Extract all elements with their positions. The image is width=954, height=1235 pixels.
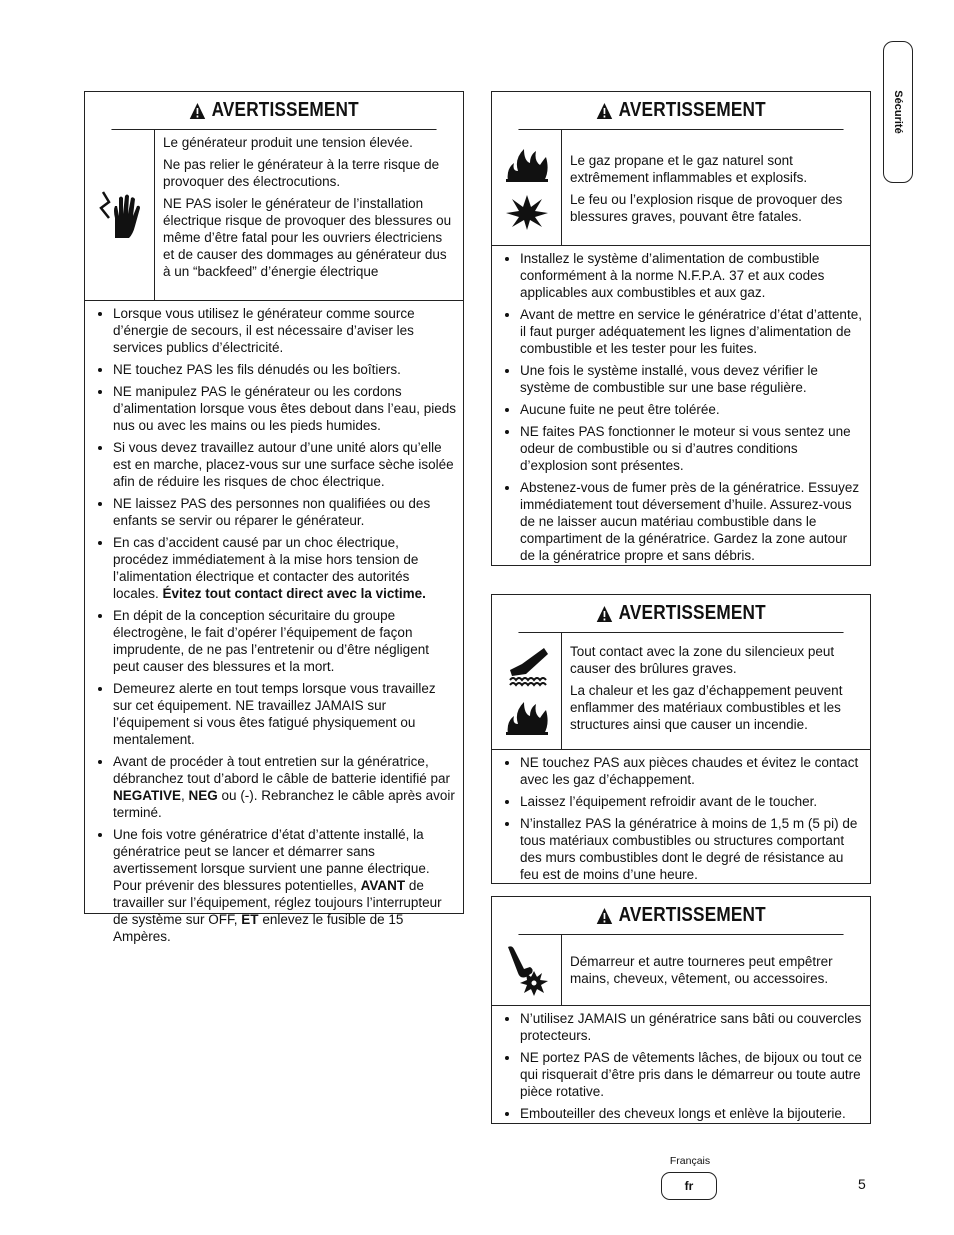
list-item: • Si vous devez travaillez autour d’une unité alors qu’elle est en marche, placez-vous sur une surface sèche isolée afin de réduire les risques de choc électrique. [113, 439, 457, 490]
warning-header [518, 92, 843, 130]
warning-title: AVERTISSEMENT [618, 602, 766, 624]
desc-line: Tout contact avec la zone du silencieux peut causer des brûlures graves. [570, 644, 835, 676]
warning-header [111, 92, 436, 130]
language-label: Français [669, 1155, 711, 1167]
list-item: • Avant de mettre en service le génératrice d’état d’attente, il faut purger adéquatement les lignes d’alimentation de combustible et les tester pour les fuites. [520, 306, 864, 357]
list-item: • Installez le système d’alimentation de combustible conformément à la norme N.F.P.A. 37 et aux codes applicables aux combustibles et aux gaz. [520, 250, 864, 301]
warning-triangle-icon [596, 605, 613, 623]
warning-title: AVERTISSEMENT [211, 99, 359, 121]
warning-title: AVERTISSEMENT [618, 904, 766, 926]
fire-icon [504, 145, 550, 183]
desc-line: Démarreur et autre tourneres peut empêtrer mains, cheveux, vêtement, ou accessoires. [570, 954, 833, 986]
bullet-list [492, 750, 870, 885]
language-code-badge [661, 1172, 717, 1200]
list-item: • NE touchez PAS les fils dénudés ou les boîtiers. [113, 361, 457, 378]
bullet-list [492, 246, 870, 566]
warning-box-electric [84, 91, 464, 944]
list-item: • NE touchez PAS aux pièces chaudes et évitez le contact avec les gaz d’échappement. [520, 754, 864, 788]
rotating-parts-hand-icon [504, 943, 550, 997]
list-item: • N’installez PAS la génératrice à moins de 1,5 m (5 pi) de tous matériaux combustibles ou structures comportant des murs combustibles dont le degré de résistance au feu est de moins d’une heure. [520, 815, 864, 883]
warning-header [518, 897, 843, 935]
warning-triangle-icon [596, 907, 613, 925]
hazard-icons [492, 633, 562, 749]
list-item: • NE laissez PAS des personnes non qualifiées ou des enfants se servir ou réparer le générateur. [113, 495, 457, 529]
section-side-tab [883, 41, 913, 183]
desc-line: Le générateur produit une tension élevée. [163, 135, 413, 150]
list-item: • Lorsque vous utilisez le générateur comme source d’énergie de secours, il est nécessaire d’aviser les services publics d’électricité. [113, 305, 457, 356]
warning-box-gas [491, 91, 871, 566]
language-code: fr [684, 1179, 694, 1193]
hazard-icons [85, 130, 155, 300]
hot-surface-icon [504, 646, 550, 688]
explosion-icon [504, 193, 550, 231]
list-item: • Demeurez alerte en tout temps lorsque vous travaillez sur cet équipement. NE travaillez JAMAIS sur l’équipement si vous êtes fatigué physiquement ou mentalement. [113, 680, 457, 748]
list-item: • Avant de procéder à tout entretien sur la génératrice, débranchez tout d’abord le câble de batterie identifié par NEGATIVE, NEG ou (-). Rebranchez le câble après avoir terminé. [113, 753, 457, 821]
list-item: • N’utilisez JAMAIS un génératrice sans bâti ou couvercles protecteurs. [520, 1010, 864, 1044]
list-item: • Embouteiller des cheveux longs et enlève la bijouterie. [520, 1105, 864, 1122]
bullet-list [85, 301, 463, 952]
desc-line: Le gaz propane et le gaz naturel sont extrêmement inflammables et explosifs. [570, 153, 808, 185]
warning-box-hot-surfaces [491, 594, 871, 884]
electric-shock-hand-icon [97, 188, 143, 242]
desc-line: NE PAS isoler le générateur de l’installation électrique risque de provoquer des blessures ou même d’être fatal pour les ouvriers électriciens et de causer des dommages au générateur dus à un “backfeed” d’énergie électrique [163, 196, 452, 279]
desc-line: Le feu ou l’explosion risque de provoquer des blessures graves, pouvant être fatales. [570, 192, 843, 224]
list-item: • Aucune fuite ne peut être tolérée. [520, 401, 864, 418]
warning-triangle-icon [596, 102, 613, 120]
warning-header [518, 595, 843, 633]
desc-line: La chaleur et les gaz d’échappement peuvent enflammer des matériaux combustibles et les structures ainsi que causer un incendie. [570, 683, 843, 732]
hazard-icons [492, 130, 562, 245]
warning-box-rotating-parts [491, 896, 871, 1124]
list-item: • En dépit de la conception sécuritaire du groupe électrogène, le fait d’opérer l’équipement de façon imprudente, de ne pas l’entretenir ou d’être négligent peut causer des blessures et la mort. [113, 607, 457, 675]
bullet-list [492, 1006, 870, 1124]
page-number: 5 [858, 1176, 866, 1192]
warning-triangle-icon [189, 102, 206, 120]
list-item: • Une fois le système installé, vous devez vérifier le système de combustible sur une base régulière. [520, 362, 864, 396]
fire-icon [504, 698, 550, 736]
list-item: • NE portez PAS de vêtements lâches, de bijoux ou tout ce qui risquerait d’être pris dans le démarreur ou toute autre pièce rotative. [520, 1049, 864, 1100]
list-item: • Laissez l’équipement refroidir avant de le toucher. [520, 793, 864, 810]
list-item: • NE faites PAS fonctionner le moteur si vous sentez une odeur de combustible ou si d’autres conditions d’explosion sont présentes. [520, 423, 864, 474]
list-item: • NE manipulez PAS le générateur ou les cordons d’alimentation lorsque vous êtes debout dans l’eau, pieds nus ou avec les mains ou les pieds humides. [113, 383, 457, 434]
warning-title: AVERTISSEMENT [618, 99, 766, 121]
side-tab-label: Sécurité [892, 90, 904, 134]
list-item: • Abstenez-vous de fumer près de la génératrice. Essuyez immédiatement tout déversement d’huile. Assurez-vous de ne laisser aucun matériau combustible dans le compartiment de la génératrice. Gardez la zone autour de la génératrice propre et sans débris. [520, 479, 864, 564]
list-item: • Une fois votre génératrice d’état d’attente installé, la génératrice peut se lancer et démarrer sans avertissement lorsque survient une panne électrique. Pour prévenir des blessures potentielles, AVANT de travailler sur l’équipement, réglez toujours l’interrupteur de système sur OFF, ET enlevez le fusible de 15 Ampères. [113, 826, 457, 945]
hazard-icons [492, 935, 562, 1005]
list-item: • En cas d’accident causé par un choc électrique, procédez immédiatement à la mise hors tension de l’alimentation électrique et contacter des autorités locales. Évitez tout contact direct avec la victime. [113, 534, 457, 602]
desc-line: Ne pas relier le générateur à la terre risque de provoquer des électrocutions. [163, 157, 440, 189]
